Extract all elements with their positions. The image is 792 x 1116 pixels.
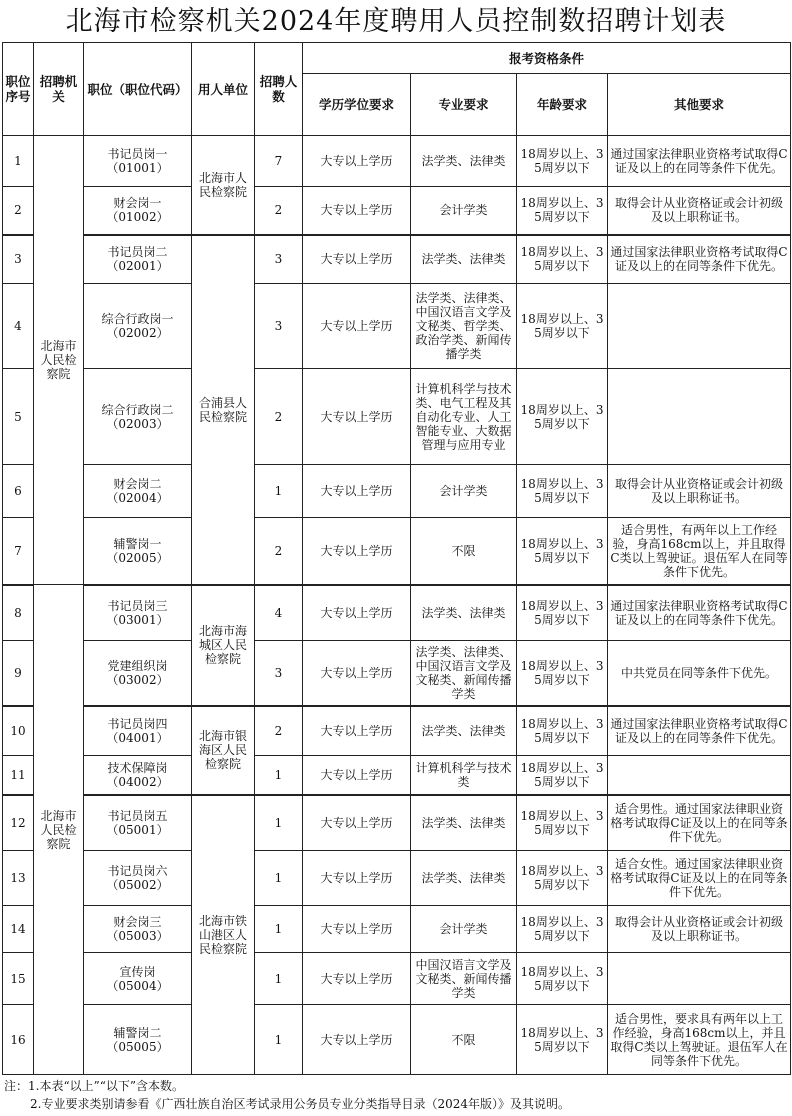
position-code: （02003） bbox=[106, 416, 169, 431]
major-cell: 会计学类 bbox=[411, 187, 517, 235]
age-cell: 18周岁以上、35周岁以下 bbox=[517, 851, 608, 906]
position-cell bbox=[84, 235, 192, 284]
seq-cell: 14 bbox=[3, 906, 34, 953]
age-cell: 18周岁以上、35周岁以下 bbox=[517, 953, 608, 1005]
other-cell: 取得会计从业资格证或会计初级及以上职称证书。 bbox=[608, 465, 791, 518]
edu-cell: 大专以上学历 bbox=[303, 187, 411, 235]
age-cell: 18周岁以上、35周岁以下 bbox=[517, 284, 608, 369]
age-cell: 18周岁以上、35周岁以下 bbox=[517, 906, 608, 953]
position-name: 宣传岗 bbox=[119, 964, 156, 979]
count-cell: 1 bbox=[255, 756, 303, 795]
other-cell: 适合男性，有两年以上工作经验，身高168cm以上，并且取得C类以上驾驶证。退伍军人在同等条件下优先。 bbox=[608, 518, 791, 585]
count-cell: 1 bbox=[255, 851, 303, 906]
age-cell: 18周岁以上、35周岁以下 bbox=[517, 235, 608, 284]
edu-cell: 大专以上学历 bbox=[303, 953, 411, 1005]
major-cell: 不限 bbox=[411, 1005, 517, 1075]
count-cell: 2 bbox=[255, 706, 303, 756]
position-cell bbox=[84, 585, 192, 641]
position-name: 书记员岗五 bbox=[107, 808, 168, 823]
unit-cell: 合浦县人民检察院 bbox=[192, 235, 255, 585]
position-code: （05001） bbox=[106, 822, 169, 837]
position-code: （03001） bbox=[106, 612, 169, 627]
age-cell: 18周岁以上、35周岁以下 bbox=[517, 585, 608, 641]
position-cell bbox=[84, 136, 192, 187]
position-code: （02001） bbox=[106, 259, 169, 274]
position-cell bbox=[84, 369, 192, 465]
note-1: 注：1.本表“以上”“以下”含本数。 bbox=[4, 1079, 184, 1093]
position-cell bbox=[84, 641, 192, 706]
position-cell bbox=[84, 465, 192, 518]
unit-cell: 北海市人民检察院 bbox=[192, 136, 255, 235]
header-seq: 职位序号 bbox=[3, 43, 34, 136]
other-cell: 中共党员在同等条件下优先。 bbox=[608, 641, 791, 706]
position-name: 综合行政岗一 bbox=[101, 312, 174, 326]
table-row bbox=[3, 187, 791, 235]
other-cell: 取得会计从业资格证或会计初级及以上职称证书。 bbox=[608, 187, 791, 235]
edu-cell: 大专以上学历 bbox=[303, 284, 411, 369]
table-row bbox=[3, 641, 791, 706]
edu-cell: 大专以上学历 bbox=[303, 706, 411, 756]
seq-cell: 9 bbox=[3, 641, 34, 706]
count-cell: 3 bbox=[255, 284, 303, 369]
position-name: 书记员岗三 bbox=[107, 598, 168, 613]
table-row bbox=[3, 795, 791, 851]
major-cell: 法学类、法律类、中国汉语言文学及文秘类、新闻传播学类 bbox=[411, 641, 517, 706]
table-row bbox=[3, 235, 791, 284]
count-cell: 2 bbox=[255, 369, 303, 465]
count-cell: 1 bbox=[255, 906, 303, 953]
other-cell bbox=[608, 756, 791, 795]
position-name: 财会岗一 bbox=[113, 196, 162, 211]
seq-cell: 10 bbox=[3, 706, 34, 756]
other-cell: 取得会计从业资格证或会计初级及以上职称证书。 bbox=[608, 906, 791, 953]
header-position: 职位（职位代码） bbox=[84, 43, 192, 136]
edu-cell: 大专以上学历 bbox=[303, 851, 411, 906]
position-code: （05005） bbox=[106, 1039, 169, 1054]
unit-cell: 北海市海城区人民检察院 bbox=[192, 585, 255, 706]
page-title: 北海市检察机关2024年度聘用人员控制数招聘计划表 bbox=[65, 6, 727, 37]
age-cell: 18周岁以上、35周岁以下 bbox=[517, 1005, 608, 1075]
seq-cell: 6 bbox=[3, 465, 34, 518]
edu-cell: 大专以上学历 bbox=[303, 1005, 411, 1075]
recruitment-plan-table bbox=[2, 42, 791, 1075]
major-cell: 法学类、法律类 bbox=[411, 136, 517, 187]
count-cell: 1 bbox=[255, 795, 303, 851]
count-cell: 2 bbox=[255, 187, 303, 235]
other-cell bbox=[608, 369, 791, 465]
position-code: （03002） bbox=[106, 672, 169, 687]
major-cell: 法学类、法律类 bbox=[411, 795, 517, 851]
header-major: 专业要求 bbox=[411, 74, 517, 136]
position-code: （05003） bbox=[106, 929, 169, 943]
other-cell: 适合男性，要求具有两年以上工作经验，身高168cm以上，并且取得C类以上驾驶证。退伍军人在同等条件下优先。 bbox=[608, 1005, 791, 1075]
position-cell bbox=[84, 795, 192, 851]
position-code: （01001） bbox=[106, 161, 169, 175]
other-cell: 适合男性。通过国家法律职业资格考试取得C证及以上的在同等条件下优先。 bbox=[608, 795, 791, 851]
position-code: （05002） bbox=[106, 878, 169, 892]
seq-cell: 5 bbox=[3, 369, 34, 465]
seq-cell: 12 bbox=[3, 795, 34, 851]
table-row bbox=[3, 585, 791, 641]
age-cell: 18周岁以上、35周岁以下 bbox=[517, 187, 608, 235]
position-name: 辅警岗二 bbox=[113, 1025, 162, 1040]
count-cell: 7 bbox=[255, 136, 303, 187]
position-name: 财会岗三 bbox=[113, 915, 162, 929]
table-row bbox=[3, 851, 791, 906]
other-cell: 适合女性。通过国家法律职业资格考试取得C证及以上的在同等条件下优先。 bbox=[608, 851, 791, 906]
other-cell: 通过国家法律职业资格考试取得C证及以上的在同等条件下优先。 bbox=[608, 136, 791, 187]
major-cell: 法学类、法律类 bbox=[411, 585, 517, 641]
position-code: （04002） bbox=[106, 774, 169, 789]
position-name: 书记员岗六 bbox=[107, 864, 168, 878]
other-cell: 通过国家法律职业资格考试取得C证及以上的在同等条件下优先。 bbox=[608, 706, 791, 756]
header-org: 招聘机关 bbox=[34, 43, 84, 136]
age-cell: 18周岁以上、35周岁以下 bbox=[517, 706, 608, 756]
position-name: 书记员岗二 bbox=[107, 245, 168, 260]
age-cell: 18周岁以上、35周岁以下 bbox=[517, 465, 608, 518]
position-code: （04001） bbox=[106, 730, 169, 745]
major-cell: 不限 bbox=[411, 518, 517, 585]
age-cell: 18周岁以上、35周岁以下 bbox=[517, 136, 608, 187]
edu-cell: 大专以上学历 bbox=[303, 641, 411, 706]
count-cell: 3 bbox=[255, 235, 303, 284]
seq-cell: 2 bbox=[3, 187, 34, 235]
major-cell: 法学类、法律类 bbox=[411, 706, 517, 756]
table-row bbox=[3, 953, 791, 1005]
position-name: 辅警岗一 bbox=[113, 536, 162, 551]
major-cell: 计算机科学与技术类 bbox=[411, 756, 517, 795]
position-name: 党建组织岗 bbox=[107, 658, 168, 673]
other-cell bbox=[608, 953, 791, 1005]
major-cell: 法学类、法律类 bbox=[411, 851, 517, 906]
position-cell bbox=[84, 706, 192, 756]
position-name: 财会岗二 bbox=[113, 477, 162, 491]
edu-cell: 大专以上学历 bbox=[303, 465, 411, 518]
edu-cell: 大专以上学历 bbox=[303, 585, 411, 641]
seq-cell: 4 bbox=[3, 284, 34, 369]
note-2: 2.专业要求类别请参看《广西壮族自治区考试录用公务员专业分类指导目录（2024年版）》及其说明。 bbox=[30, 1097, 570, 1111]
table-row bbox=[3, 906, 791, 953]
table-row bbox=[3, 518, 791, 585]
position-code: （01002） bbox=[106, 210, 169, 225]
position-cell bbox=[84, 756, 192, 795]
count-cell: 3 bbox=[255, 641, 303, 706]
header-unit: 用人单位 bbox=[192, 43, 255, 136]
table-row bbox=[3, 756, 791, 795]
seq-cell: 7 bbox=[3, 518, 34, 585]
age-cell: 18周岁以上、35周岁以下 bbox=[517, 641, 608, 706]
position-code: （02005） bbox=[106, 550, 169, 565]
major-cell: 会计学类 bbox=[411, 465, 517, 518]
seq-cell: 3 bbox=[3, 235, 34, 284]
position-cell bbox=[84, 284, 192, 369]
other-cell: 通过国家法律职业资格考试取得C证及以上的在同等条件下优先。 bbox=[608, 235, 791, 284]
seq-cell: 1 bbox=[3, 136, 34, 187]
count-cell: 1 bbox=[255, 1005, 303, 1075]
position-name: 综合行政岗二 bbox=[101, 402, 174, 417]
header-requirements-group: 报考资格条件 bbox=[303, 43, 791, 74]
table-row bbox=[3, 706, 791, 756]
edu-cell: 大专以上学历 bbox=[303, 795, 411, 851]
age-cell: 18周岁以上、35周岁以下 bbox=[517, 369, 608, 465]
position-code: （05004） bbox=[106, 978, 169, 993]
position-name: 书记员岗四 bbox=[107, 716, 168, 731]
edu-cell: 大专以上学历 bbox=[303, 235, 411, 284]
position-cell bbox=[84, 187, 192, 235]
position-cell bbox=[84, 851, 192, 906]
position-name: 技术保障岗 bbox=[107, 760, 168, 775]
seq-cell: 13 bbox=[3, 851, 34, 906]
table-row bbox=[3, 1005, 791, 1075]
header-count: 招聘人数 bbox=[255, 43, 303, 136]
org-cell: 北海市人民检察院 bbox=[34, 136, 84, 585]
header-other: 其他要求 bbox=[608, 74, 791, 136]
major-cell: 法学类、法律类、中国汉语言文学及文秘类、哲学类、政治学类、新闻传播学类 bbox=[411, 284, 517, 369]
position-cell bbox=[84, 518, 192, 585]
position-name: 书记员岗一 bbox=[107, 147, 168, 161]
table-row bbox=[3, 465, 791, 518]
table-row bbox=[3, 136, 791, 187]
unit-cell: 北海市铁山港区人民检察院 bbox=[192, 795, 255, 1075]
seq-cell: 8 bbox=[3, 585, 34, 641]
other-cell: 通过国家法律职业资格考试取得C证及以上的在同等条件下优先。 bbox=[608, 585, 791, 641]
major-cell: 中国汉语言文学及文秘类、新闻传播学类 bbox=[411, 953, 517, 1005]
org-cell: 北海市人民检察院 bbox=[34, 585, 84, 1075]
other-cell bbox=[608, 284, 791, 369]
age-cell: 18周岁以上、35周岁以下 bbox=[517, 756, 608, 795]
position-cell bbox=[84, 906, 192, 953]
position-cell bbox=[84, 1005, 192, 1075]
header-edu: 学历学位要求 bbox=[303, 74, 411, 136]
position-code: （02004） bbox=[106, 491, 169, 505]
edu-cell: 大专以上学历 bbox=[303, 756, 411, 795]
age-cell: 18周岁以上、35周岁以下 bbox=[517, 795, 608, 851]
major-cell: 法学类、法律类 bbox=[411, 235, 517, 284]
edu-cell: 大专以上学历 bbox=[303, 369, 411, 465]
position-cell bbox=[84, 953, 192, 1005]
seq-cell: 16 bbox=[3, 1005, 34, 1075]
edu-cell: 大专以上学历 bbox=[303, 906, 411, 953]
table-row bbox=[3, 284, 791, 369]
seq-cell: 11 bbox=[3, 756, 34, 795]
age-cell: 18周岁以上、35周岁以下 bbox=[517, 518, 608, 585]
header-age: 年龄要求 bbox=[517, 74, 608, 136]
count-cell: 2 bbox=[255, 518, 303, 585]
table-body bbox=[3, 136, 791, 1075]
edu-cell: 大专以上学历 bbox=[303, 518, 411, 585]
unit-cell: 北海市银海区人民检察院 bbox=[192, 706, 255, 795]
count-cell: 1 bbox=[255, 953, 303, 1005]
count-cell: 1 bbox=[255, 465, 303, 518]
count-cell: 4 bbox=[255, 585, 303, 641]
table-row bbox=[3, 369, 791, 465]
position-code: （02002） bbox=[106, 326, 169, 340]
seq-cell: 15 bbox=[3, 953, 34, 1005]
major-cell: 会计学类 bbox=[411, 906, 517, 953]
edu-cell: 大专以上学历 bbox=[303, 136, 411, 187]
major-cell: 计算机科学与技术类、电气工程及其自动化专业、人工智能专业、大数据管理与应用专业 bbox=[411, 369, 517, 465]
